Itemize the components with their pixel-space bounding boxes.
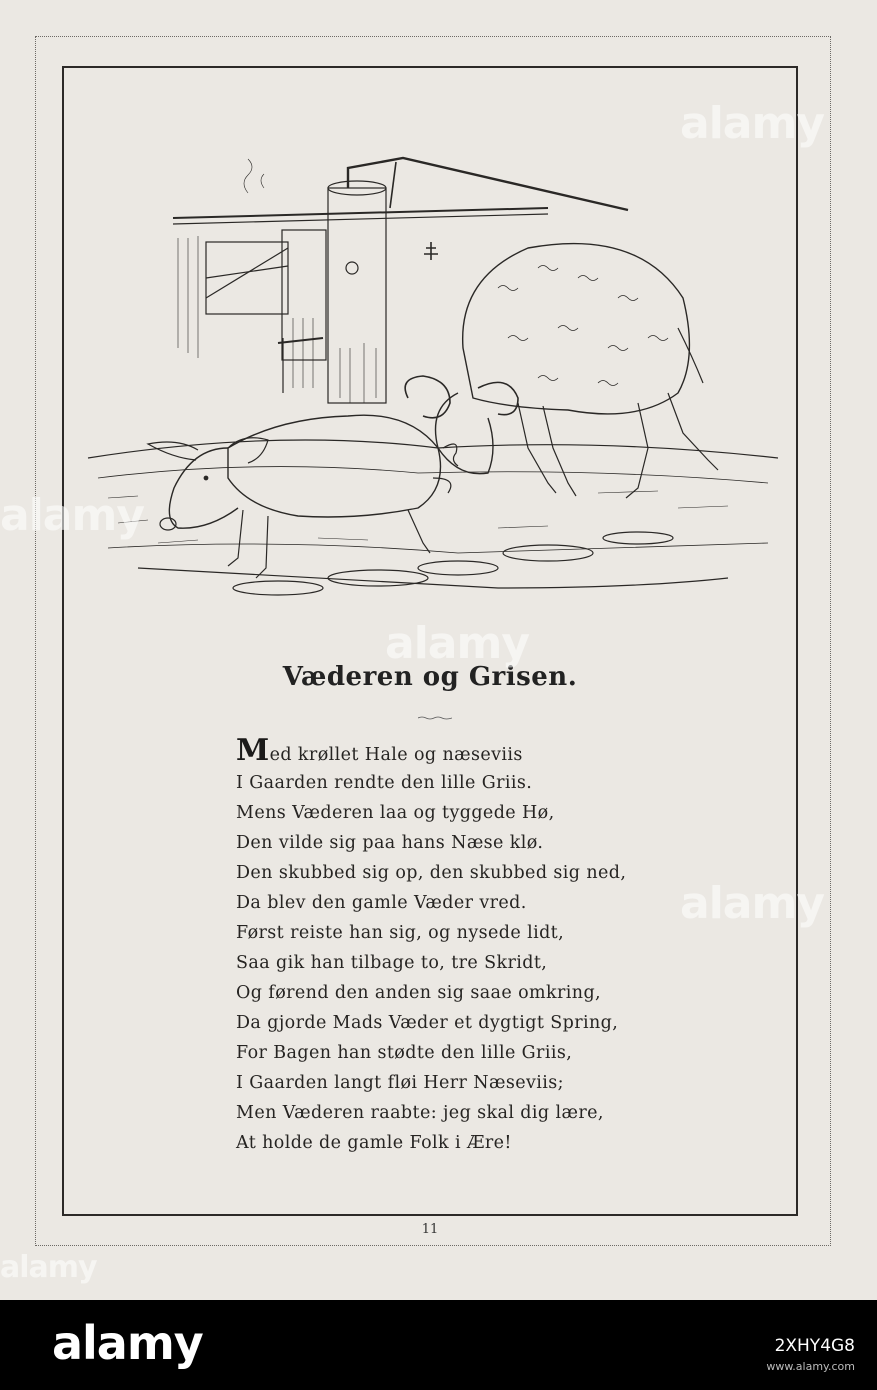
poem-line: Da gjorde Mads Væder et dygtigt Spring, xyxy=(236,1013,619,1033)
watermark: alamy xyxy=(680,878,824,929)
poem-line: I Gaarden rendte den lille Griis. xyxy=(236,773,533,793)
poem-line: Først reiste han sig, og nysede lidt, xyxy=(236,923,565,943)
poem-line: Den vilde sig paa hans Næse klø. xyxy=(236,833,544,853)
watermark: alamy xyxy=(680,98,824,149)
poem-title: Væderen og Grisen. xyxy=(282,662,578,692)
poem-body xyxy=(236,733,706,1158)
poem-line: Mens Væderen laa og tyggede Hø, xyxy=(236,803,555,823)
drop-cap-initial: M xyxy=(236,733,270,768)
poem-line: Men Væderen raabte: jeg skal dig lære, xyxy=(236,1103,604,1123)
site-url: www.alamy.com xyxy=(766,1360,855,1373)
poem-line: Den skubbed sig op, den skubbed sig ned, xyxy=(236,863,627,883)
poem-line: For Bagen han stødte den lille Griis, xyxy=(236,1043,573,1063)
poem-line-1 xyxy=(236,733,706,768)
poem-line: Og førend den anden sig saae omkring, xyxy=(236,983,602,1003)
poem-line: Da blev den gamle Væder vred. xyxy=(236,893,527,913)
poem-line: Saa gik han tilbage to, tre Skridt, xyxy=(236,953,548,973)
stock-footer-bar xyxy=(0,1300,877,1390)
image-id: 2XHY4G8 xyxy=(774,1336,855,1356)
title-ornament xyxy=(418,716,452,720)
first-line-text: ed krøllet Hale og næseviis xyxy=(269,745,523,765)
poem-line: I Gaarden langt fløi Herr Næseviis; xyxy=(236,1073,564,1093)
watermark: alamy xyxy=(0,1250,97,1285)
alamy-logo: alamy xyxy=(52,1316,203,1370)
poem-line: At holde de gamle Folk i Ære! xyxy=(236,1133,512,1153)
pig-and-ram-engraving xyxy=(78,148,788,608)
watermark: alamy xyxy=(385,618,529,669)
page-number: 11 xyxy=(421,1222,439,1237)
watermark: alamy xyxy=(0,490,144,541)
